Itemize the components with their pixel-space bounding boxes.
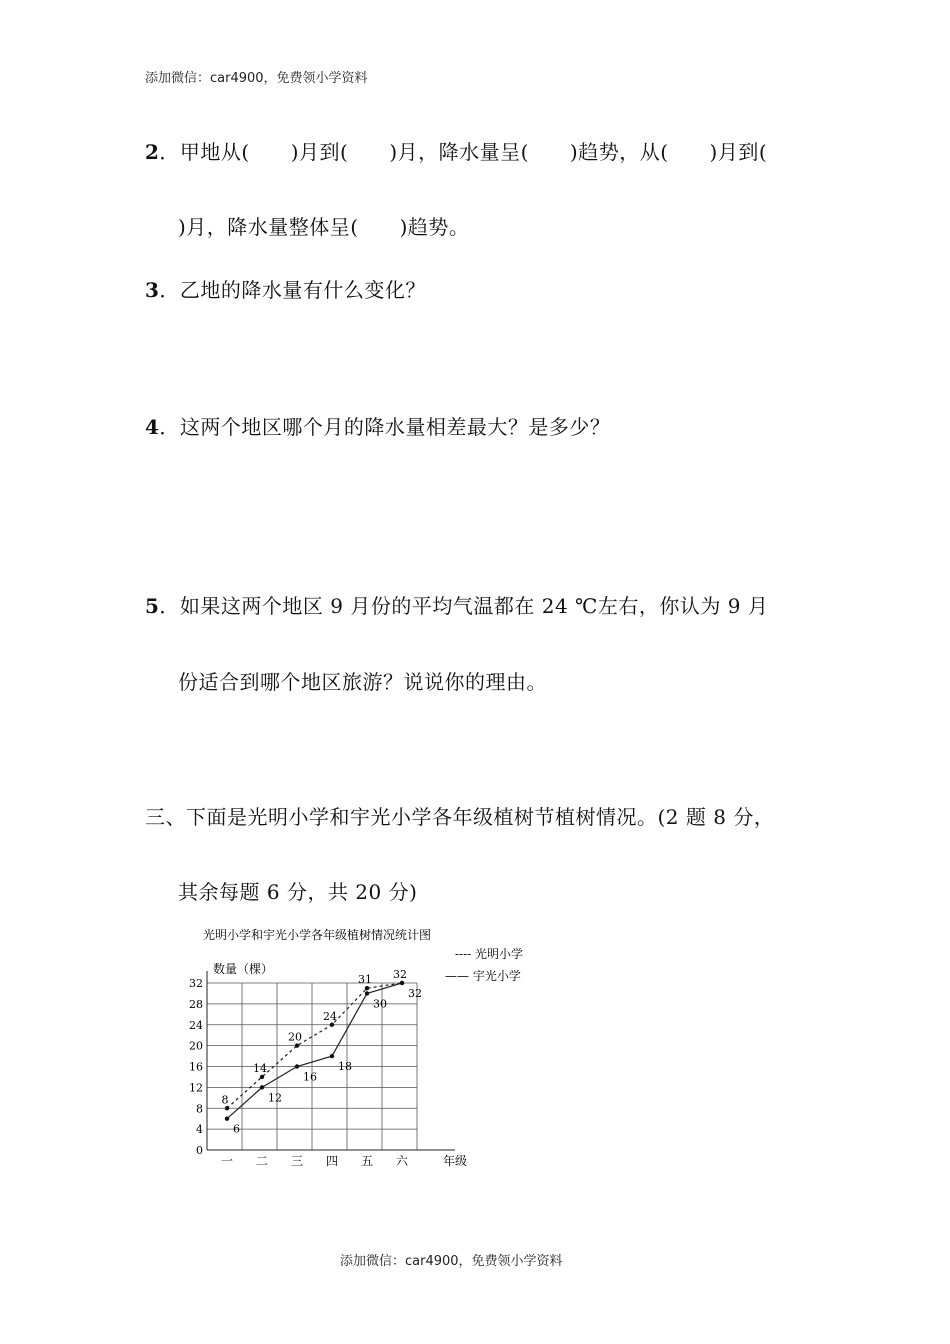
x-tick-label: 二 [255,1154,269,1168]
question-3 [145,278,426,302]
watermark-bottom: 添加微信：car4900，免费领小学资料 [340,1254,563,1269]
data-label: 32 [393,968,407,981]
question-5-number: 5 [145,594,160,618]
data-point [225,1116,229,1120]
legend-series-2: —— 宇光小学 [445,969,521,983]
chart-ylabel: 数量（棵） [213,962,274,976]
y-tick-label: 0 [196,1144,203,1157]
question-5-line-2: 份适合到哪个地区旅游？说说你的理由。 [178,670,547,694]
question-4-text: ．这两个地区哪个月的降水量相差最大？是多少？ [159,415,611,439]
question-3-number: 3 [145,278,160,302]
section-3-heading: 三、下面是光明小学和宇光小学各年级植树节植树情况。(2 题 8 分， [145,805,775,829]
question-2-line-2: )月，降水量整体呈( )趋势。 [178,215,470,239]
data-label: 32 [408,987,422,1000]
data-point [295,1064,299,1068]
x-tick-label: 三 [290,1154,304,1168]
question-4 [145,415,610,439]
question-5-text: ．如果这两个地区 9 月份的平均气温都在 24 ℃左右，你认为 9 月 [159,594,769,618]
data-point [400,981,404,985]
data-label: 6 [233,1122,240,1136]
data-label: 16 [303,1070,317,1084]
y-tick-labels [189,977,203,1157]
data-label: 18 [338,1060,352,1074]
x-tick-label: 一 [220,1154,234,1168]
chart-title: 光明小学和宇光小学各年级植树情况统计图 [203,928,432,942]
data-label: 12 [268,1091,282,1105]
x-tick-label: 四 [325,1154,339,1168]
y-tick-label: 24 [189,1018,203,1032]
legend-series-1: ---- 光明小学 [455,947,524,961]
question-5-line-1 [145,594,768,618]
y-tick-label: 16 [189,1060,203,1074]
chart-svg [185,925,545,1175]
line-chart [185,925,545,1179]
question-2-line-1 [145,140,767,164]
data-point [365,986,369,990]
y-tick-label: 28 [189,997,203,1011]
data-label: 8 [221,1093,229,1107]
data-point [330,1023,334,1027]
x-tick-labels [221,1154,409,1168]
chart-series [222,968,423,1136]
data-label: 24 [323,1009,337,1023]
y-tick-label: 12 [189,1081,203,1095]
data-label: 30 [373,997,387,1011]
data-point [225,1106,229,1110]
question-3-text: ．乙地的降水量有什么变化？ [159,278,426,302]
section-3-heading-cont: 其余每题 6 分，共 20 分) [178,880,418,904]
y-tick-label: 20 [189,1039,203,1053]
x-tick-label: 六 [395,1154,409,1168]
x-tick-label: 五 [360,1154,374,1168]
y-tick-label: 4 [196,1123,203,1137]
y-tick-label: 8 [196,1102,203,1116]
data-point [260,1075,264,1079]
chart-xlabel: 年级 [443,1154,468,1168]
question-2-number: 2 [145,140,160,164]
y-tick-label: 32 [189,977,203,990]
question-4-number: 4 [145,415,160,439]
data-label: 20 [288,1030,302,1044]
data-point [295,1043,299,1047]
question-2-text: ．甲地从( )月到( )月，降水量呈( )趋势，从( )月到( [159,140,768,164]
data-point [260,1085,264,1089]
watermark-top: 添加微信：car4900，免费领小学资料 [145,71,368,86]
data-point [365,991,369,995]
data-label: 14 [253,1061,267,1075]
data-point [330,1054,334,1058]
data-label: 31 [358,973,372,987]
